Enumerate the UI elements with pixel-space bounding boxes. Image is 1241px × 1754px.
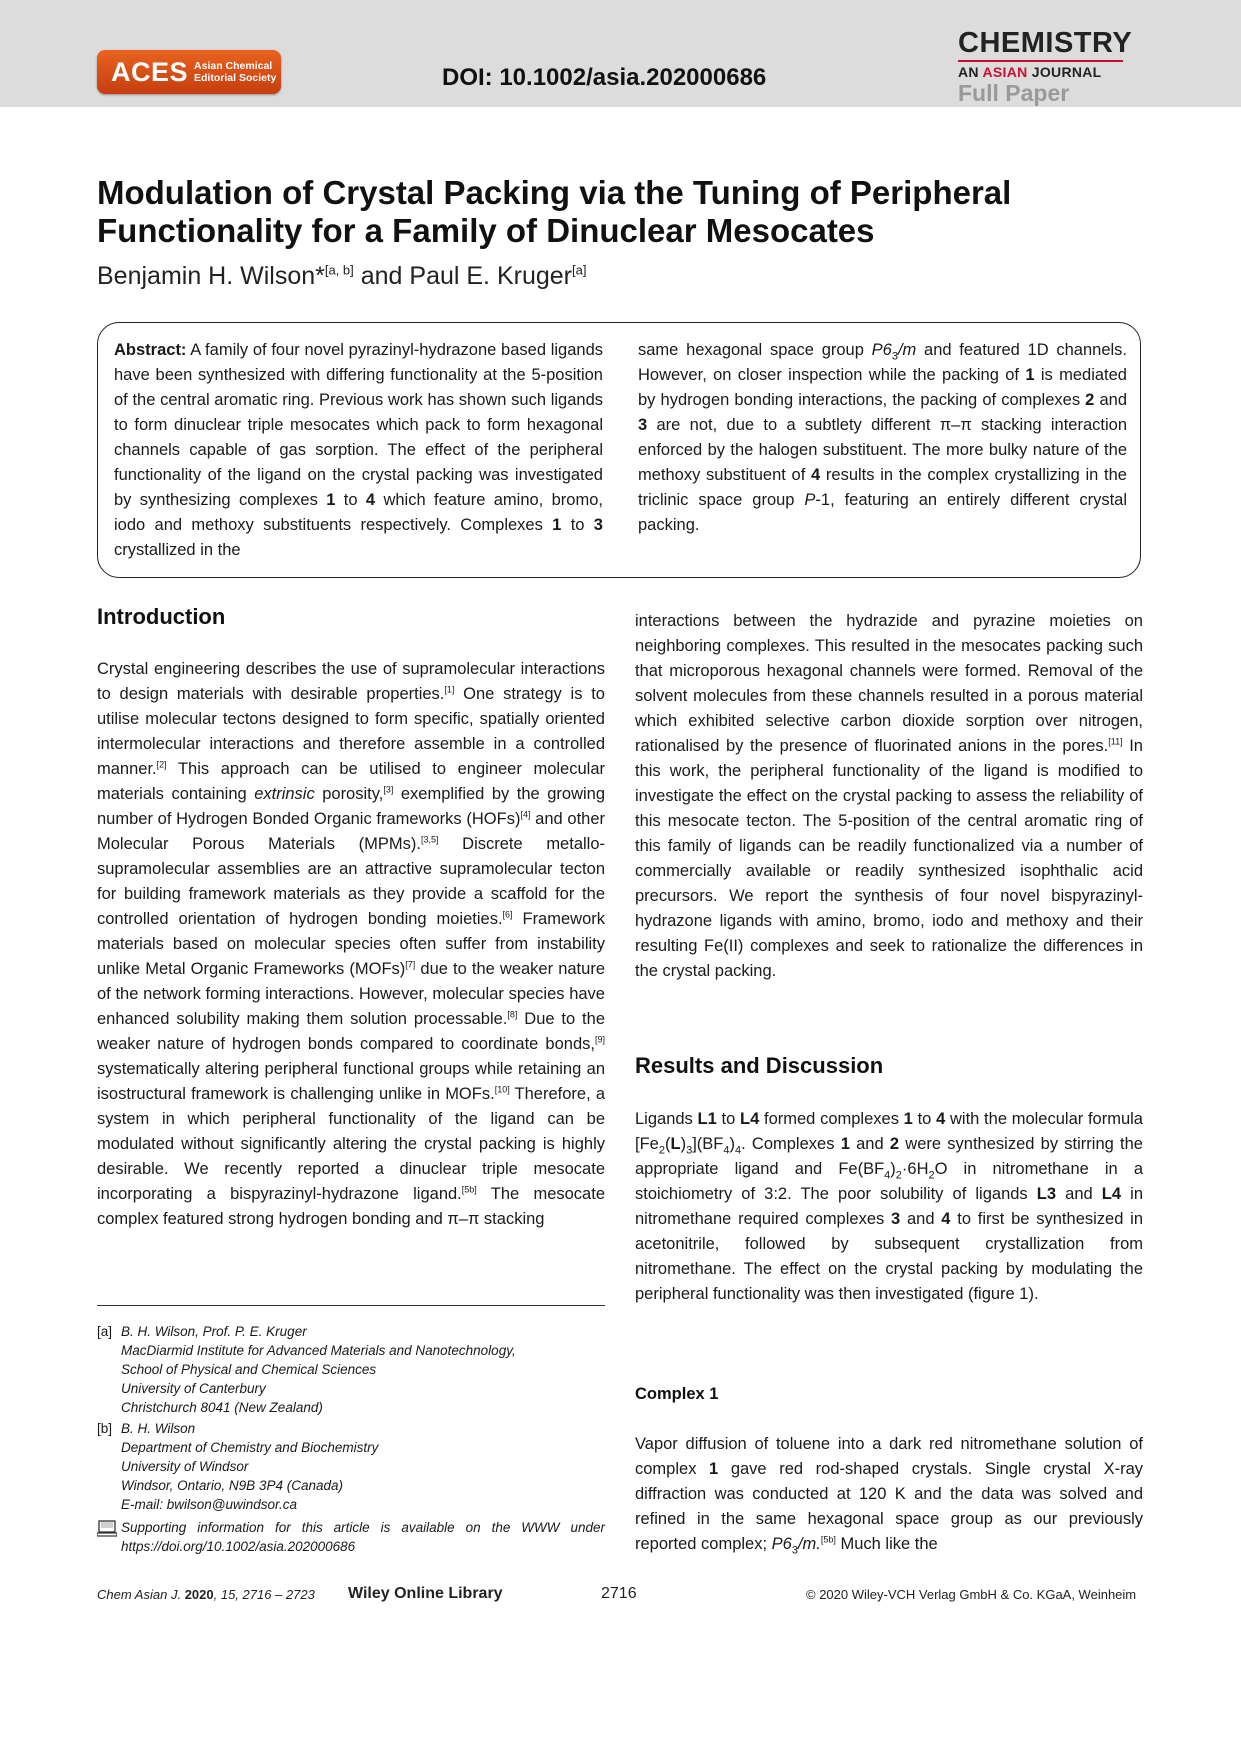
affiliation-a: [a] B. H. Wilson, Prof. P. E. Kruger MacDiarmid Institute for Advanced Materials and Nanotechnology, School of Physical and Chemical Sciences University of Canterbury Christchurch 8041 (New Zealand) [97, 1324, 516, 1415]
intro-paragraph: Crystal engineering describes the use of supramolecular interactions to design materials with desirable properties.[1] One strategy is to utilise molecular tectons designed to form specific, spatially oriented intermolecular interactions and therefore assemble in a controlled manner.[2] This approach can be utilised to engineer molecular materials containing extrinsic porosity,[3] exemplified by the growing number of Hydrogen Bonded Organic frameworks (HOFs)[4] and other Molecular Porous Materials (MPMs).[3,5] Discrete metallo-supramolecular assemblies are an attractive supramolecular tecton for building framework materials as they provide a scaffold for the controlled orientation of hydrogen bonding moieties.[6] Framework materials based on molecular species often suffer from instability unlike Metal Organic Frameworks (MOFs)[7] due to the weaker nature of the network forming interactions. However, molecular species have enhanced solubility making them solution processable.[8] Due to the weaker nature of hydrogen bonds compared to coordinate bonds,[9] systematically altering peripheral functional groups while retaining an isostructural framework is challenging unlike in MOFs.[10] Therefore, a system in which peripheral functionality of the ligand can be modulated without significantly altering the crystal packing is highly desirable. We recently reported a dinuclear triple mesocate incorporating a bispyrazinyl-hydrazone ligand.[5b] The mesocate complex featured strong hydrogen bonding and π–π stacking [97, 660, 606, 1228]
footnote-divider [97, 1305, 605, 1306]
intro-heading-block [97, 604, 605, 629]
author-wilson[interactable]: Benjamin H. Wilson* [97, 262, 325, 290]
article-title: Modulation of Crystal Packing via the Tuning of Peripheral Functionality for a Family of Dinuclear Mesocates [97, 174, 1012, 249]
intro-body [97, 657, 605, 1232]
ref-link[interactable]: [3] [383, 784, 394, 795]
intro-body-continued: interactions between the hydrazide and pyrazine moieties on neighboring complexes. This resulted in the mesocates packing such that microporous hexagonal channels were formed. Removal of the solvent molecules from these channels resulted in a porous material which exhibited selective carbon dioxide sorption over nitrogen, rationalised by the presence of fluorinated anions in the pores.[11] In this work, the peripheral functionality of the ligand is modified to investigate the effect on the crystal packing to assess the reliability of this mesocate tecton. The 5-position of the central aromatic ring of this family of ligands can be readily functionalized via a number of commercially available or readily synthesized isophthalic acid precursors. We report the synthesis of four novel bispyrazinyl-hydrazone ligands with amino, bromo, iodo and methoxy and their resulting Fe(II) complexes and seek to rationalize the differences in the crystal packing. [635, 612, 1143, 980]
introduction-heading: Introduction [97, 604, 226, 629]
journal-subtitle: AN ASIAN JOURNAL [958, 64, 1102, 80]
author-kruger[interactable]: Paul E. Kruger [409, 262, 572, 290]
computer-icon [97, 1518, 121, 1556]
ref-link[interactable]: [5b] [461, 1184, 477, 1195]
author-email[interactable]: E-mail: bwilson@uwindsor.ca [121, 1497, 298, 1512]
wiley-online-library-link[interactable]: Wiley Online Library [348, 1585, 503, 1602]
journal-logo-rule [958, 60, 1123, 62]
complex1-heading: Complex 1 [635, 1385, 719, 1403]
supporting-info [97, 1518, 605, 1556]
author-list: Benjamin H. Wilson*[a, b] and Paul E. Kruger[a] [97, 262, 587, 290]
results-heading-block [635, 1053, 1143, 1078]
journal-name: CHEMISTRY [958, 27, 1133, 59]
aces-logo[interactable] [97, 50, 281, 94]
affiliations [97, 1322, 605, 1556]
ref-link[interactable]: [2] [156, 759, 167, 770]
ref-link[interactable]: [10] [494, 1084, 510, 1095]
citation: Chem Asian J. 2020, 15, 2716 – 2723 [97, 1587, 315, 1602]
ref-link[interactable]: [5b] [820, 1534, 836, 1545]
article-type: Full Paper [958, 80, 1070, 106]
copyright: © 2020 Wiley-VCH Verlag GmbH & Co. KGaA, Weinheim [806, 1587, 1137, 1602]
ref-link[interactable]: [8] [507, 1009, 518, 1020]
doi-link[interactable]: DOI: 10.1002/asia.202000686 [442, 64, 767, 91]
complex1-heading-block [635, 1382, 1143, 1407]
ref-link[interactable]: [9] [594, 1034, 605, 1045]
results-heading: Results and Discussion [635, 1053, 884, 1078]
abstract-text-continued: same hexagonal space group $P6_3/m$ and featured 1D channels. However, on closer inspection while the packing of 1 is mediated by hydrogen bonding interactions, the packing of complexes 2 and 3 are not, due to a subtlety different π–π stacking interaction enforced by the halogen substituent. The more bulky nature of the methoxy substituent of 4 results in the complex crystallizing in the triclinic space group P-1, featuring an entirely different crystal packing. [638, 341, 1127, 534]
journal-logo[interactable] [958, 27, 1133, 106]
abstract-text: Abstract: A family of four novel pyrazinyl-hydrazone based ligands have been synthesized with differing functionality at the 5-position of the central aromatic ring. Previous work has shown such ligands to form dinuclear triple mesocates which pack to form hexagonal channels capable of gas sorption. The effect of the peripheral functionality of the ligand on the crystal packing was investigated by synthesizing complexes 1 to 4 which feature amino, bromo, iodo and methoxy substituents respectively. Complexes 1 to 3 crystallized in the [114, 341, 603, 559]
ref-link[interactable]: [6] [502, 909, 513, 920]
ref-link[interactable]: [4] [520, 809, 531, 820]
page-number: 2716 [601, 1585, 637, 1602]
supporting-info-link[interactable]: Supporting information for this article is available on the WWW under https://doi.org/10.1002/asia.202000686 [121, 1520, 605, 1554]
ref-link[interactable]: [3,5] [421, 834, 439, 845]
results-body: Ligands L1 to L4 formed complexes 1 to 4 with the molecular formula $[Fe_2(L)_3](BF_4)_4$. Complexes 1 and 2 were synthesized by stirring the appropriate ligand and $Fe(BF_4)_2\cdot 6H_2O$ in nitromethane in a stoichiometry of 3:2. The poor solubility of ligands L3 and L4 in nitromethane required complexes 3 and 4 to first be synthesized in acetonitrile, followed by subsequent crystallization from nitromethane. The effect on the crystal packing by modulating the peripheral functionality was then investigated (figure 1). [635, 1110, 1144, 1303]
ref-link[interactable]: [7] [405, 959, 416, 970]
ref-link[interactable]: [1] [444, 684, 455, 695]
affiliation-b: [b] B. H. Wilson Department of Chemistry and Biochemistry University of Windsor Windsor, Ontario, N9B 3P4 (Canada) E-mail: bwilson@uwindsor.ca [97, 1421, 379, 1512]
aces-logo-text: ACES [111, 56, 189, 87]
aces-society-name: Asian Chemical Editorial Society [194, 60, 277, 84]
complex1-body: Vapor diffusion of toluene into a dark red nitromethane solution of complex 1 gave red rod-shaped crystals. Single crystal X-ray diffraction was conducted at 120 K and the data was solved and refined in the same hexagonal space group as our previously reported complex; $P6_3/m.[5b]$ Much like the [635, 1435, 1143, 1557]
ref-link[interactable]: [11] [1108, 736, 1123, 747]
